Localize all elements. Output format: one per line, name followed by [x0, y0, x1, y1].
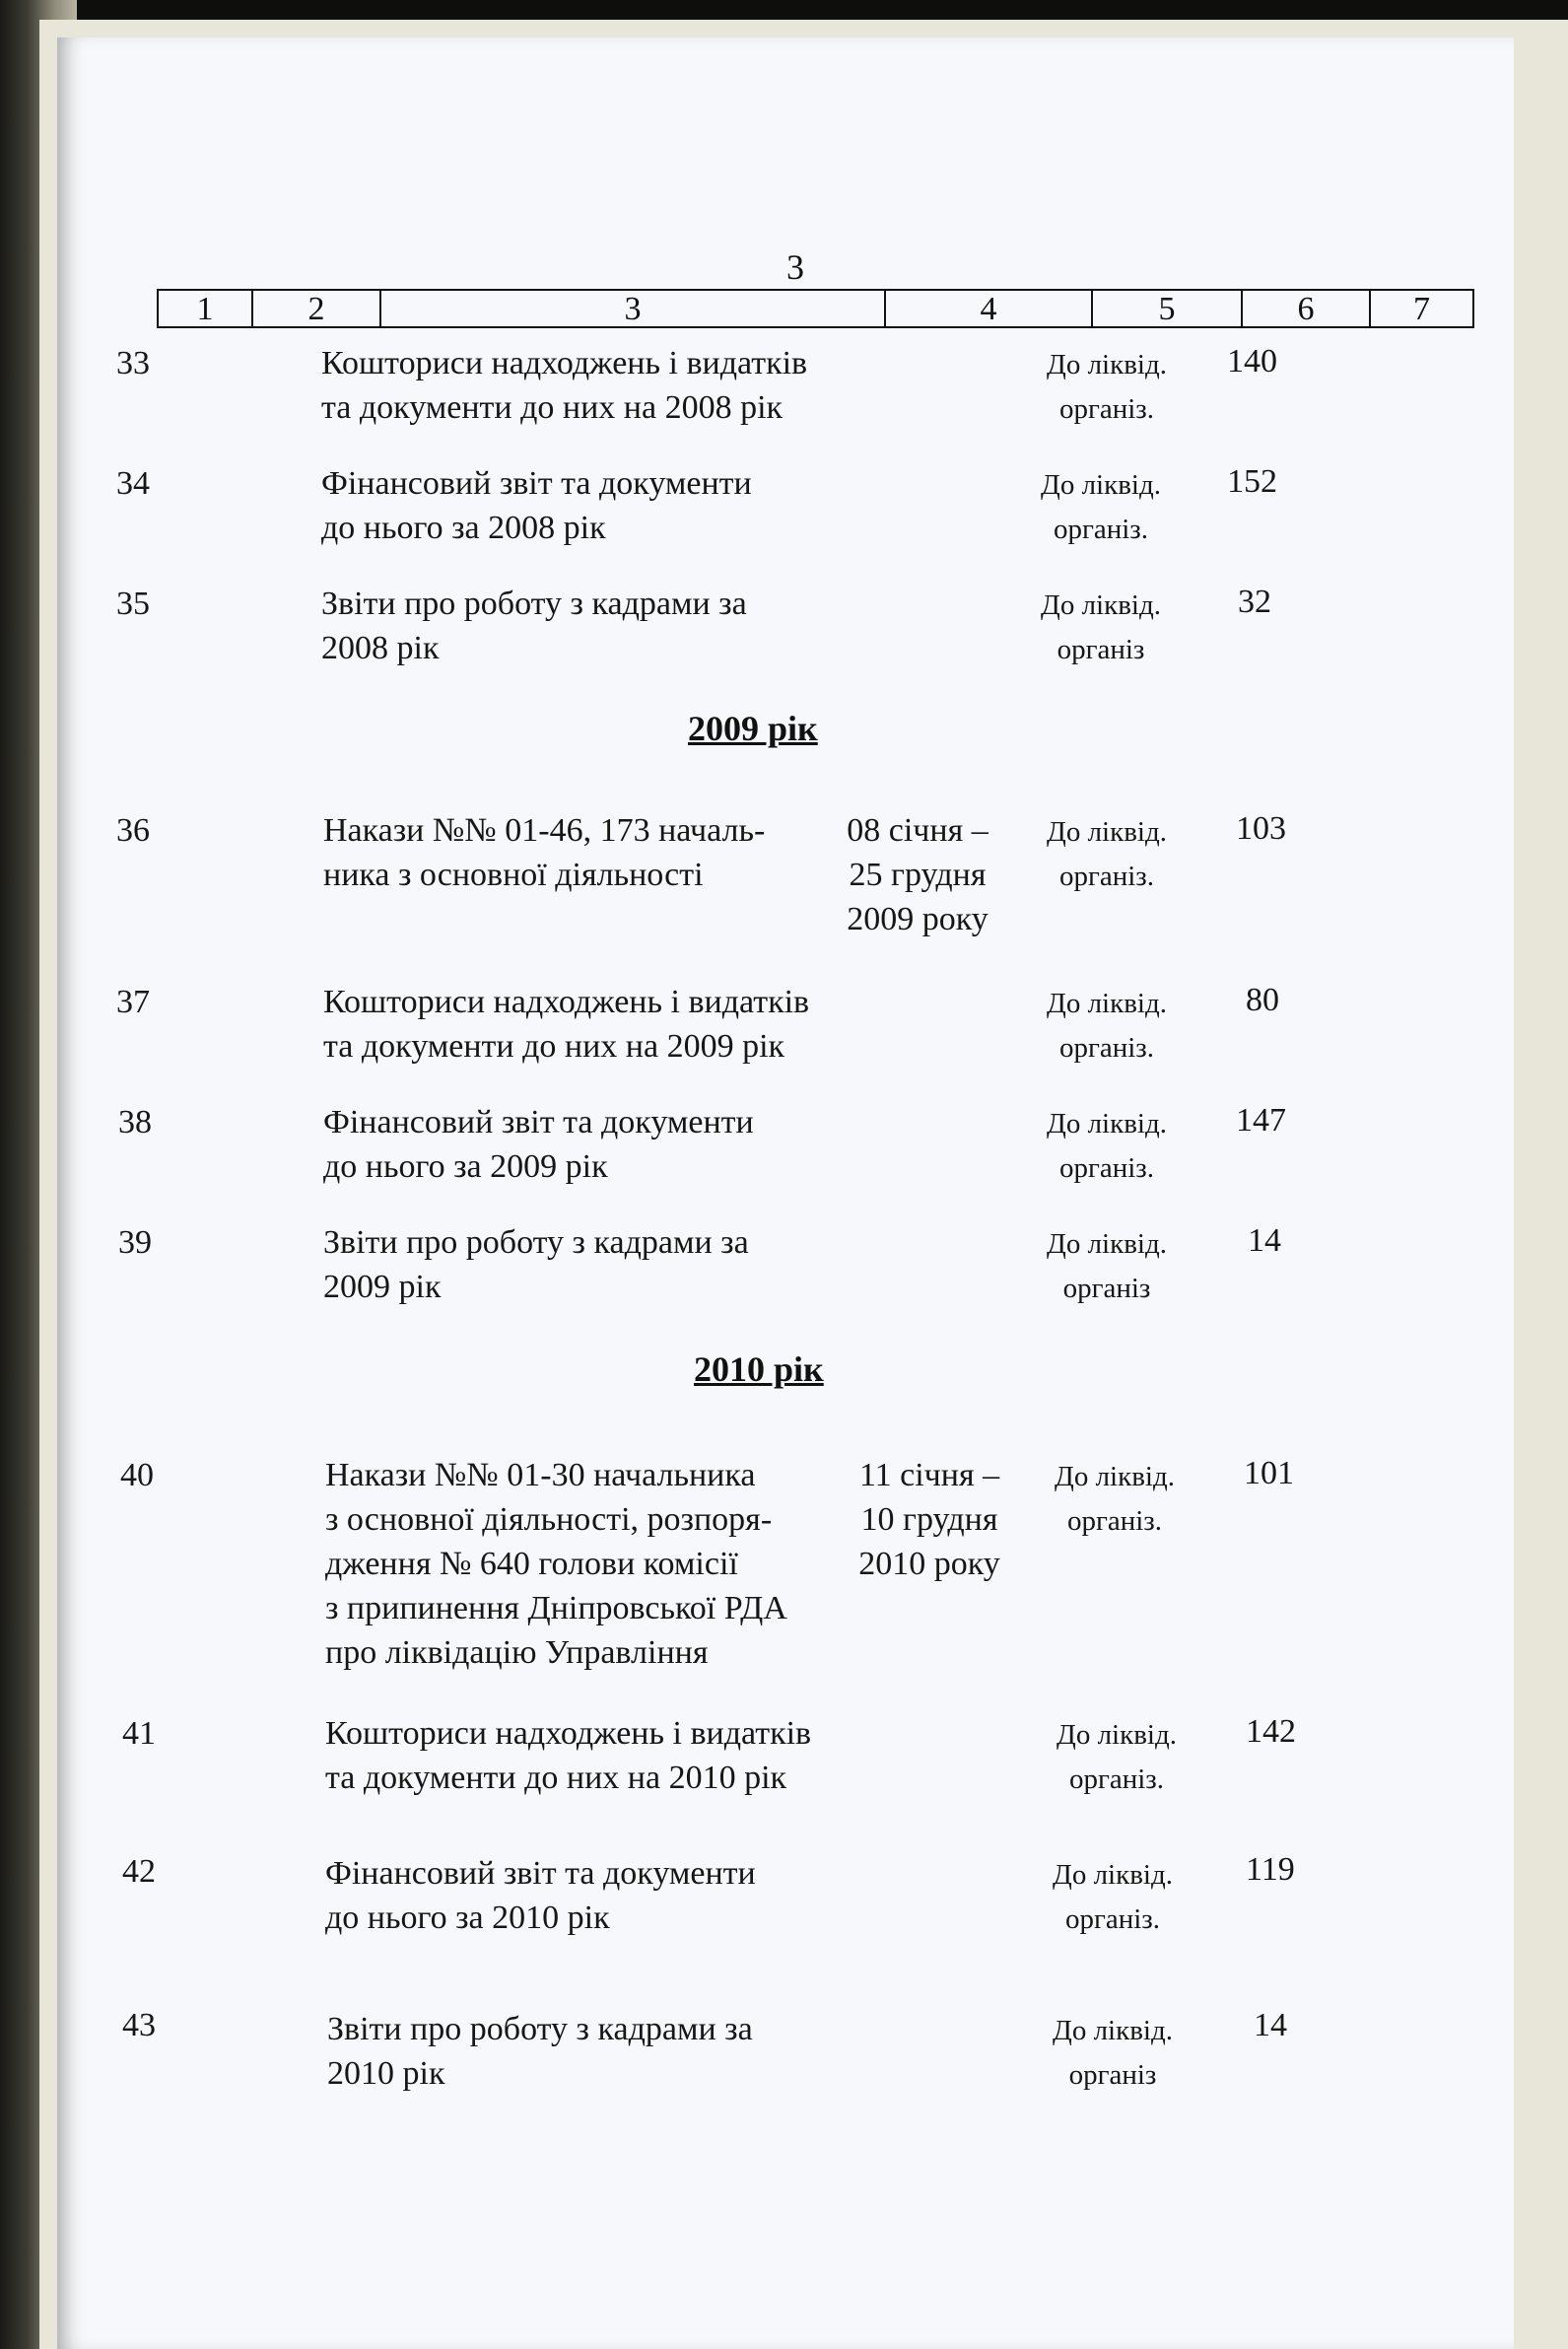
- row-description: [321, 461, 752, 550]
- year-heading-2009: 2009 рік: [688, 709, 818, 748]
- row-description: [323, 980, 809, 1069]
- row-note: [1039, 1853, 1187, 1942]
- description-line: Фінансовий звіт та документи: [325, 1855, 756, 1892]
- row-number: 38: [118, 1104, 152, 1140]
- note-line: організ: [1068, 2059, 1157, 2091]
- row-note: [1041, 1455, 1189, 1544]
- row-dates: [824, 808, 1011, 941]
- description-line: до нього за 2010 рік: [325, 1900, 610, 1936]
- note-line: До ліквід.: [1047, 1108, 1167, 1140]
- column-header-4: 4: [884, 291, 1091, 326]
- description-line: та документи до них на 2010 рік: [325, 1760, 787, 1796]
- row-count: 32: [1238, 584, 1271, 620]
- row-count: 147: [1236, 1102, 1286, 1139]
- row-number: 34: [116, 465, 150, 502]
- row-note: [1033, 343, 1181, 432]
- description-line: Накази №№ 01-30 начальника: [325, 1457, 756, 1493]
- column-header-6: 6: [1241, 291, 1369, 326]
- note-line: До ліквід.: [1041, 589, 1161, 621]
- row-number: 36: [116, 812, 150, 849]
- document-page: [57, 37, 1514, 2349]
- description-line: Звіти про роботу з кадрами за: [321, 586, 747, 622]
- description-line: дження № 640 голови комісії: [325, 1546, 738, 1582]
- note-line: До ліквід.: [1057, 1719, 1177, 1751]
- row-count: 103: [1236, 810, 1286, 847]
- row-description: [325, 1711, 811, 1800]
- row-description: [321, 582, 747, 670]
- page-number: 3: [786, 247, 804, 287]
- note-line: організ.: [1058, 1032, 1155, 1064]
- row-number: 37: [116, 984, 150, 1020]
- row-description: [327, 2007, 753, 2096]
- row-number: 39: [118, 1224, 152, 1261]
- note-line: організ.: [1058, 861, 1155, 892]
- row-number: 33: [116, 345, 150, 381]
- row-note: [1027, 584, 1175, 672]
- note-line: До ліквід.: [1047, 1228, 1167, 1260]
- row-number: 35: [116, 586, 150, 622]
- description-line: Фінансовий звіт та документи: [321, 465, 752, 502]
- note-line: організ.: [1064, 1903, 1161, 1935]
- note-line: До ліквід.: [1047, 816, 1167, 848]
- note-line: організ.: [1058, 1152, 1155, 1184]
- description-line: з основної діяльності, розпоря-: [325, 1501, 773, 1538]
- row-note: [1033, 1102, 1181, 1191]
- row-count: 142: [1246, 1713, 1296, 1750]
- description-line: Звіти про роботу з кадрами за: [327, 2011, 753, 2047]
- description-line: 2010 рік: [327, 2055, 445, 2092]
- note-line: організ: [1057, 634, 1145, 665]
- description-line: до нього за 2008 рік: [321, 510, 606, 546]
- row-description: [323, 1100, 754, 1189]
- note-line: До ліквід.: [1053, 2015, 1173, 2046]
- column-header-table: [157, 289, 1474, 328]
- row-description: [325, 1453, 787, 1675]
- description-line: з припинення Дніпровської РДА: [325, 1590, 787, 1626]
- row-count: 101: [1244, 1455, 1294, 1491]
- year-heading-2010: 2010 рік: [694, 1349, 824, 1389]
- row-description: [323, 808, 765, 897]
- row-count: 152: [1227, 463, 1277, 500]
- row-number: 43: [122, 2007, 156, 2043]
- date-line: 25 грудня: [849, 857, 987, 893]
- row-description: [321, 341, 807, 430]
- column-header-5: 5: [1091, 291, 1241, 326]
- row-number: 40: [120, 1457, 154, 1493]
- date-line: 2010 року: [858, 1546, 1000, 1582]
- description-line: та документи до них на 2009 рік: [323, 1028, 785, 1065]
- note-line: організ.: [1068, 1763, 1165, 1795]
- note-line: організ.: [1058, 393, 1155, 425]
- row-count: 119: [1246, 1851, 1295, 1888]
- description-line: 2009 рік: [323, 1269, 442, 1305]
- row-note: [1027, 463, 1175, 552]
- row-count: 80: [1246, 982, 1279, 1018]
- description-line: Кошториси надходжень і видатків: [321, 345, 808, 381]
- row-description: [325, 1851, 756, 1940]
- row-note: [1033, 982, 1181, 1071]
- column-header-7: 7: [1369, 291, 1472, 326]
- description-line: ника з основної діяльності: [323, 857, 704, 893]
- note-line: До ліквід.: [1047, 988, 1167, 1019]
- row-number: 42: [122, 1853, 156, 1890]
- description-line: Накази №№ 01-46, 173 началь-: [323, 812, 766, 849]
- date-line: 2009 року: [847, 901, 989, 937]
- row-count: 140: [1227, 343, 1277, 380]
- column-header-1: 1: [196, 291, 214, 327]
- row-description: [323, 1220, 749, 1309]
- column-header-2: 2: [251, 291, 379, 326]
- row-dates: [836, 1453, 1023, 1586]
- date-line: 10 грудня: [860, 1501, 998, 1538]
- note-line: організ: [1062, 1273, 1151, 1304]
- description-line: Кошториси надходжень і видатків: [325, 1715, 812, 1752]
- note-line: організ.: [1053, 514, 1149, 545]
- description-line: Кошториси надходжень і видатків: [323, 984, 810, 1020]
- row-count: 14: [1248, 1222, 1281, 1259]
- date-line: 11 січня –: [858, 1457, 1000, 1493]
- row-number: 41: [122, 1715, 156, 1752]
- description-line: та документи до них на 2008 рік: [321, 389, 784, 426]
- row-count: 14: [1254, 2007, 1287, 2043]
- note-line: До ліквід.: [1053, 1859, 1173, 1891]
- row-note: [1039, 2009, 1187, 2098]
- description-line: 2008 рік: [321, 630, 440, 666]
- note-line: До ліквід.: [1047, 349, 1167, 380]
- note-line: До ліквід.: [1041, 469, 1161, 501]
- description-line: про ліквідацію Управління: [325, 1634, 709, 1671]
- note-line: До ліквід.: [1055, 1461, 1175, 1492]
- date-line: 08 січня –: [847, 812, 989, 849]
- row-note: [1043, 1713, 1191, 1802]
- description-line: Звіти про роботу з кадрами за: [323, 1224, 749, 1261]
- description-line: до нього за 2009 рік: [323, 1148, 608, 1185]
- row-note: [1033, 810, 1181, 899]
- description-line: Фінансовий звіт та документи: [323, 1104, 754, 1140]
- note-line: організ.: [1066, 1505, 1163, 1537]
- row-note: [1033, 1222, 1181, 1311]
- column-header-3: 3: [379, 291, 884, 326]
